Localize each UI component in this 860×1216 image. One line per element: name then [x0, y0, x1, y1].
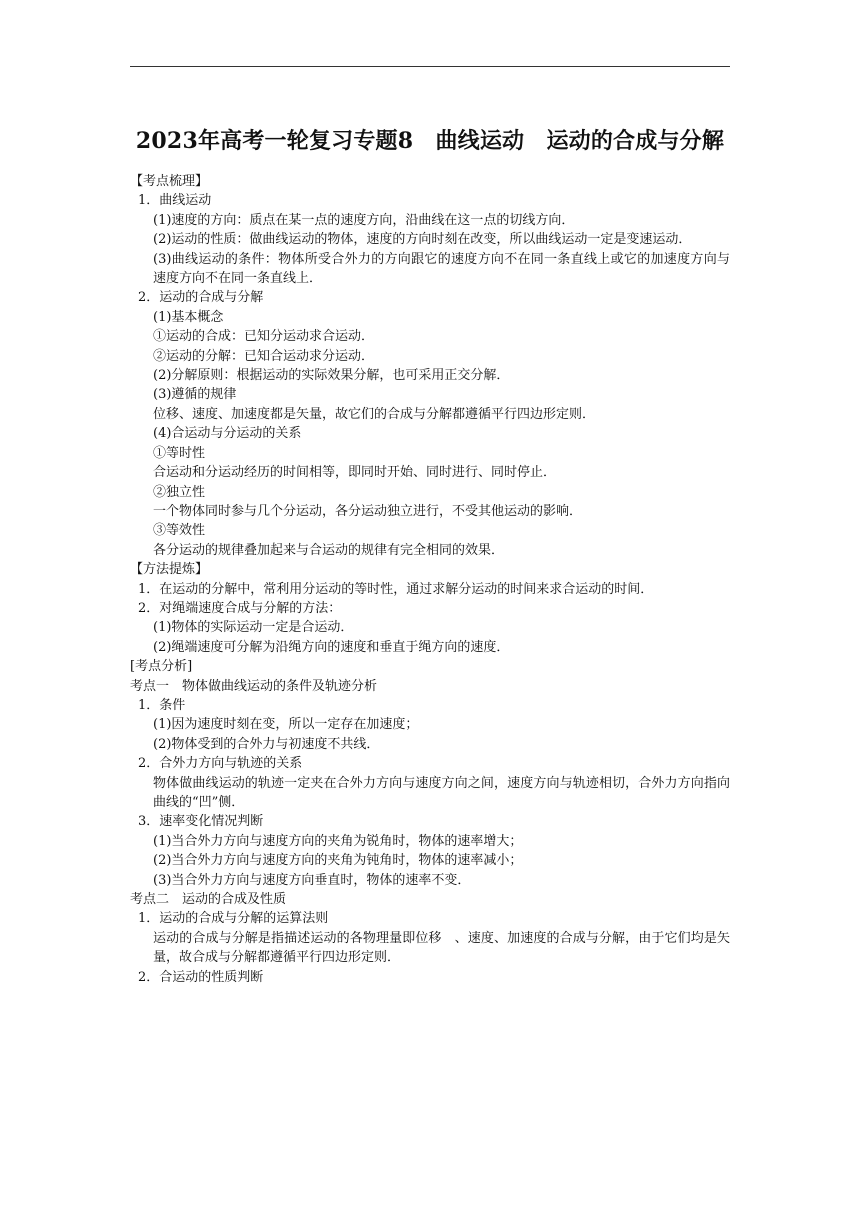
- numbered-heading: 1．在运动的分解中，常利用分运动的等时性，通过求解分运动的时间来求合运动的时间．: [138, 581, 654, 597]
- numbered-heading: 3．速率变化情况判断: [138, 814, 264, 830]
- paragraph-line: (1)物体的实际运动一定是合运动．: [153, 620, 354, 636]
- paragraph-line: ①等时性: [153, 445, 206, 461]
- numbered-heading: 2．运动的合成与分解: [138, 290, 264, 306]
- paragraph-line: (3)曲线运动的条件：物体所受合外力的方向跟它的速度方向不在同一条直线上或它的加速度方向与速度方向不在同一条直线上．: [153, 251, 730, 287]
- paragraph-line: ②独立性: [153, 484, 206, 500]
- paragraph-line: (2)绳端速度可分解为沿绳方向的速度和垂直于绳方向的速度．: [153, 639, 510, 655]
- paragraph-line: 各分运动的规律叠加起来与合运动的规律有完全相同的效果．: [153, 542, 505, 558]
- section-heading-fangfa-tilian: 【方法提炼】: [130, 562, 209, 578]
- section-heading-kaodian-fenxi: [考点分析]: [130, 659, 193, 675]
- header-rule: [130, 66, 730, 67]
- paragraph-line: (3)遵循的规律: [153, 387, 237, 403]
- paragraph-line: (2)分解原则：根据运动的实际效果分解，也可采用正交分解．: [153, 368, 510, 384]
- paragraph-line: (1)因为速度时刻在变，所以一定存在加速度；: [153, 717, 419, 733]
- paragraph-line: ①运动的合成：已知分运动求合运动．: [153, 329, 375, 345]
- page-title: 2023年高考一轮复习专题8 曲线运动 运动的合成与分解: [135, 128, 725, 154]
- paragraph-line: 物体做曲线运动的轨迹一定夹在合外力方向与速度方向之间，速度方向与轨迹相切，合外力方向指向曲线的“凹”侧．: [153, 775, 730, 810]
- paragraph-line: 合运动和分运动经历的时间相等，即同时开始、同时进行、同时停止．: [153, 465, 557, 481]
- paragraph-line: (1)当合外力方向与速度方向的夹角为锐角时，物体的速率增大；: [153, 833, 523, 849]
- paragraph-line: (1)速度的方向：质点在某一点的速度方向，沿曲线在这一点的切线方向．: [153, 212, 575, 228]
- numbered-heading: 1．条件: [138, 697, 186, 713]
- document-body: [130, 172, 730, 987]
- numbered-heading: 2．合外力方向与轨迹的关系: [138, 756, 303, 772]
- section-heading-kaodian-shuli: 【考点梳理】: [130, 174, 209, 189]
- paragraph-line: 一个物体同时参与几个分运动，各分运动独立进行，不受其他运动的影响．: [153, 503, 583, 519]
- topic-heading: 考点二 运动的合成及性质: [130, 892, 287, 908]
- numbered-heading: 2．合运动的性质判断: [138, 969, 264, 985]
- numbered-heading: 1．曲线运动: [138, 193, 212, 209]
- numbered-heading: 1．运动的合成与分解的运算法则: [138, 911, 329, 927]
- paragraph-line: (2)运动的性质：做曲线运动的物体，速度的方向时刻在改变，所以曲线运动一定是变速运动．: [153, 232, 692, 248]
- paragraph-line: (1)基本概念: [153, 309, 224, 325]
- numbered-heading: 2．对绳端速度合成与分解的方法：: [138, 600, 342, 616]
- paragraph-line: ②运动的分解：已知合运动求分运动．: [153, 348, 375, 364]
- paragraph-line: (3)当合外力方向与速度方向垂直时，物体的速率不变．: [153, 872, 471, 888]
- paragraph-line: ③等效性: [153, 523, 206, 539]
- paragraph-line: (4)合运动与分运动的关系: [153, 426, 302, 442]
- paragraph-line: 运动的合成与分解是指描述运动的各物理量即位移 、速度、加速度的合成与分解，由于它们均是矢量，故合成与分解都遵循平行四边形定则．: [153, 930, 730, 966]
- topic-heading: 考点一 物体做曲线运动的条件及轨迹分析: [130, 678, 378, 694]
- paragraph-line: (2)物体受到的合外力与初速度不共线．: [153, 736, 380, 752]
- paragraph-line: (2)当合外力方向与速度方向的夹角为钝角时，物体的速率减小；: [153, 853, 523, 869]
- paragraph-line: 位移、速度、加速度都是矢量，故它们的合成与分解都遵循平行四边形定则．: [153, 406, 596, 422]
